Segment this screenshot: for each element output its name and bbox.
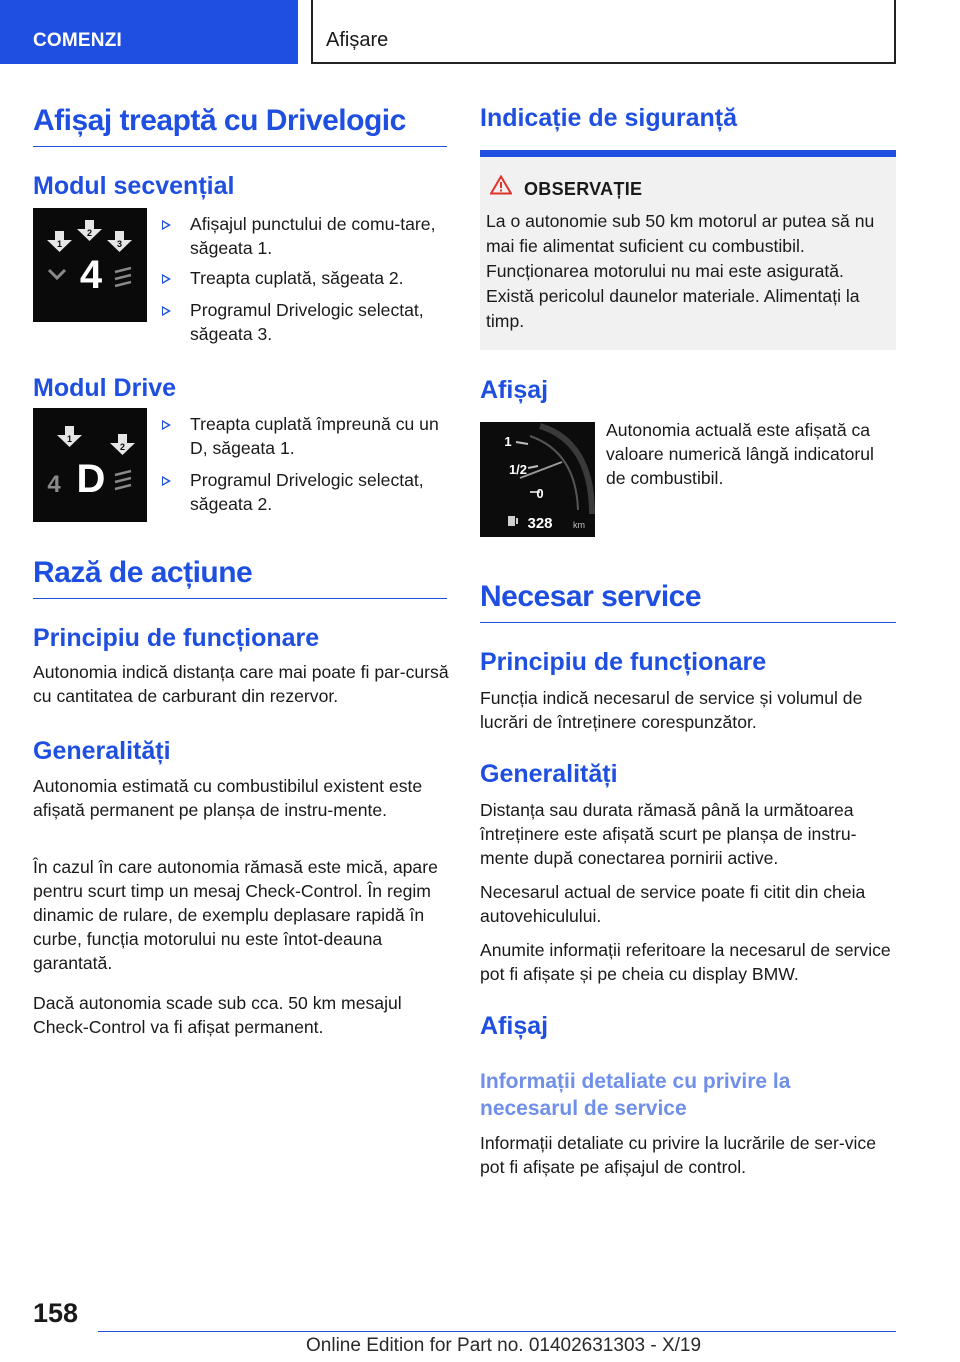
- gauge-mark-full: 1: [504, 434, 512, 449]
- heading-rule: [33, 146, 447, 147]
- paragraph: Autonomia indică distanța care mai poate fi par‐cursă cu cantitatea de carburant din rezervor.: [33, 662, 449, 706]
- paragraph: Necesarul actual de service poate fi citit din cheia autovehiculului.: [480, 882, 866, 926]
- triangle-bullet-icon: [162, 306, 171, 316]
- footer-rule: [98, 1331, 896, 1332]
- triangle-bullet-icon: [162, 420, 171, 430]
- list-item: Programul Drivelogic selectat, săgeata 3.: [162, 298, 448, 346]
- drive-mode-image: [33, 408, 147, 522]
- heading-drive-mode: Modul Drive: [33, 374, 177, 402]
- heading-range: Rază de acțiune: [33, 556, 253, 589]
- heading-gear-display: Afișaj treaptă cu Drivelogic: [33, 104, 406, 137]
- arrow-label-3: 3: [116, 239, 123, 249]
- paragraph: Funcția indică necesarul de service și volumul de lucrări de întreținere corespunzător.: [480, 688, 863, 732]
- paragraph: Anumite informații referitoare la necesarul de service pot fi afișate și pe cheia cu display BMW.: [480, 940, 891, 984]
- paragraph: Informații detaliate cu privire la lucrările de ser‐vice pot fi afișate pe afișajul de control.: [480, 1133, 877, 1177]
- heading-general: Generalități: [480, 760, 618, 788]
- heading-detail-info: Informații detaliate cu privire la necesarul de service: [480, 1070, 791, 1120]
- range-unit: km: [573, 520, 585, 530]
- heading-sequential-mode: Modul secvențial: [33, 172, 235, 200]
- heading-rule: [480, 622, 896, 623]
- triangle-bullet-icon: [162, 476, 171, 486]
- drive-letter: D: [76, 457, 106, 501]
- arrow-label-2: 2: [86, 228, 93, 238]
- list-item: Afișajul punctului de comu‐tare, săgeata 1.: [162, 212, 448, 260]
- triangle-bullet-icon: [162, 274, 171, 284]
- paragraph: Autonomia actuală este afișată ca valoare numerică lângă indicatorul de combustibil.: [606, 420, 874, 488]
- fuel-gauge-image: [480, 422, 595, 537]
- notice-box: [480, 150, 896, 350]
- gear-number: 4: [79, 253, 103, 297]
- section-label: COMENZI: [33, 30, 123, 51]
- heading-service: Necesar service: [480, 580, 702, 613]
- arrow-label-1: 1: [56, 239, 63, 249]
- arrow-label-2: 2: [119, 442, 126, 452]
- heading-safety: Indicație de siguranță: [480, 104, 738, 132]
- chapter-label: Afișare: [326, 29, 389, 51]
- edition-text: Online Edition for Part no. 01402631303 - X/19: [306, 1335, 702, 1356]
- paragraph: Distanța sau durata rămasă până la următoarea întreținere este afișată scurt pe planșa de instru‐mente după conectarea pornirii active.: [480, 800, 857, 868]
- heading-principle: Principiu de funcționare: [480, 648, 767, 676]
- notice-title: OBSERVAȚIE: [524, 179, 643, 199]
- warning-triangle-icon: [490, 175, 512, 195]
- heading-rule: [33, 598, 447, 599]
- list-item: Programul Drivelogic selectat, săgeata 2.: [162, 468, 448, 516]
- chevron-down-icon: [49, 270, 65, 278]
- paragraph: Autonomia estimată cu combustibilul existent este afișată permanent pe planșa de instru‐mente.: [33, 776, 423, 820]
- page-number: 158: [33, 1298, 79, 1328]
- range-value: 328: [527, 515, 553, 532]
- heading-display: Afișaj: [480, 376, 549, 404]
- fuel-pump-icon: [508, 516, 518, 526]
- heading-general: Generalități: [33, 737, 171, 765]
- section-tab: [0, 0, 298, 64]
- paragraph: În cazul în care autonomia rămasă este mică, apare pentru scurt timp un mesaj Check-Control. În regim dinamic de rulare, de exemplu deplasare rapidă în curbe, funcția motorului nu este întot‐deauna garantată.: [33, 857, 438, 973]
- heading-display: Afișaj: [480, 1012, 549, 1040]
- chapter-tab: [311, 0, 896, 64]
- gauge-mark-empty: 0: [536, 486, 544, 501]
- list-item: Treapta cuplată, săgeata 2.: [162, 266, 448, 290]
- gauge-mark-half: 1/2: [508, 462, 528, 477]
- notice-text: La o autonomie sub 50 km motorul ar putea să nu mai fie alimentat suficient cu combustibil. Funcționarea motorului nu mai este asigurată. Există pericolul daunelor materiale. Alimentați la timp.: [486, 211, 875, 331]
- list-item: Treapta cuplată împreună cu un D, săgeata 1.: [162, 412, 448, 460]
- sequential-mode-image: [33, 208, 147, 322]
- arrow-label-1: 1: [66, 434, 73, 444]
- triangle-bullet-icon: [162, 220, 171, 230]
- previous-gear: 4: [47, 471, 61, 498]
- drivelogic-bars-icon: [115, 471, 131, 489]
- heading-principle: Principiu de funcționare: [33, 624, 320, 652]
- drivelogic-bars-icon: [115, 268, 131, 286]
- paragraph: Dacă autonomia scade sub cca. 50 km mesajul Check-Control va fi afișat permanent.: [33, 993, 402, 1037]
